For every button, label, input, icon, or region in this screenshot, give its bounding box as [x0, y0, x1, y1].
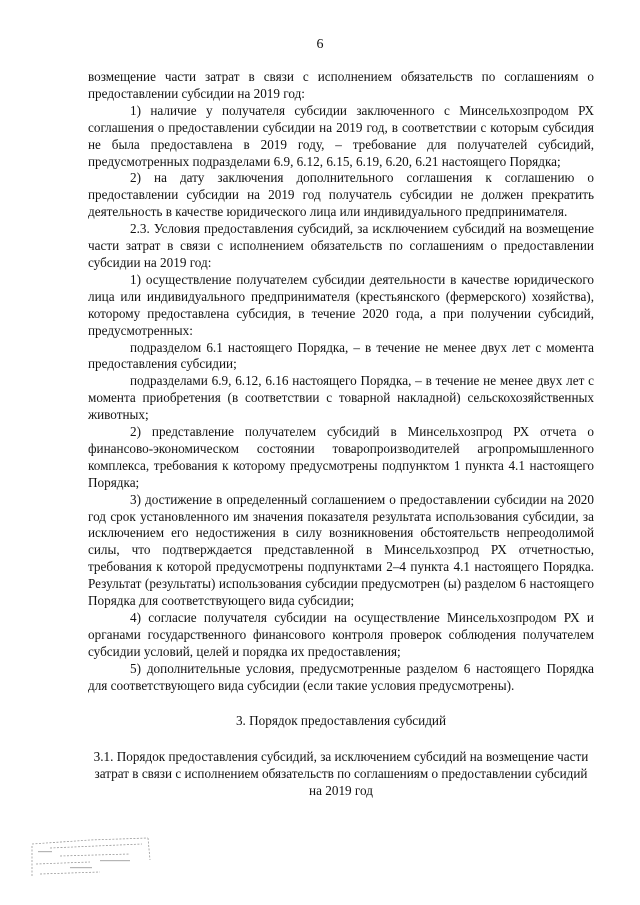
- paragraph: 2) представление получателем субсидий в Минсельхозпрод РХ отчета о финансово-экономическом состоянии товаропроизводителей агропромышленного комплекса, требования к которому предусмотрены подпунктом 1 пункта 4.1 настоящего Порядка;: [88, 424, 594, 490]
- registration-stamp: [30, 832, 170, 882]
- subsection-title: 3.1. Порядок предоставления субсидий, за исключением субсидий на возмещение части затрат в связи с исполнением обязательств по соглашениям о предоставлении субсидий на 2019 год: [93, 749, 589, 799]
- paragraph: 1) наличие у получателя субсидии заключенного с Минсельхозпродом РХ соглашения о предоставлении субсидии на 2019 год, в соответствии с которым субсидия не была предоставлена в 2019 году, – требование для получателей субсидий, предусмотренных подразделами 6.9, 6.12, 6.15, 6.19, 6.20, 6.21 настоящего Порядка;: [88, 102, 594, 169]
- page-number: 6: [316, 37, 324, 52]
- paragraph: 5) дополнительные условия, предусмотренные разделом 6 настоящего Порядка для соответствующего вида субсидии (если такие условия предусмотрены).: [88, 660, 594, 693]
- paragraph: 1) осуществление получателем субсидии деятельности в качестве юридического лица или индивидуального предпринимателя (крестьянского (фермерского) хозяйства), которому предоставлена субсидия, в течение 2020 года, а при получении субсидий, предусмотренных:: [88, 271, 594, 338]
- paragraph: подразделом 6.1 настоящего Порядка, – в течение не менее двух лет с момента предоставления субсидии;: [88, 339, 594, 372]
- section-title: 3. Порядок предоставления субсидий: [235, 712, 447, 728]
- paragraph: 3) достижение в определенный соглашением о предоставлении субсидии на 2020 год срок установленного им значения показателя результата использования субсидии, за исключением его недостижения в силу возникновения обстоятельств непреодолимой силы, что подтверждается представленной в Минсельхозпрод РХ отчетностью, требования к которой предусмотрены подпунктами 2–4 пункта 4.1 настоящего Порядка. Результат (результаты) использования субсидии предусмотрен (ы) разделом 6 настоящего Порядка для соответствующего вида субсидии;: [88, 491, 594, 609]
- paragraph: подразделами 6.9, 6.12, 6.16 настоящего Порядка, – в течение не менее двух лет с момента приобретения (в соответствии с товарной накладной) сельскохозяйственных животных;: [88, 373, 594, 423]
- document-body: [88, 69, 594, 800]
- paragraph: возмещение части затрат в связи с исполнением обязательств по соглашениям о предоставлении субсидии на 2019 год:: [88, 69, 594, 101]
- paragraph: 4) согласие получателя субсидии на осуществление Минсельхозпродом РХ и органами государственного финансового контроля проверок соблюдения получателем субсидии условий, целей и порядка их предоставления;: [88, 610, 594, 659]
- paragraph: 2) на дату заключения дополнительного соглашения к соглашению о предоставлении субсидии на 2019 год получатель субсидии не должен прекратить деятельность в качестве юридического лица или индивидуального предпринимателя.: [88, 170, 594, 220]
- paragraph: 2.3. Условия предоставления субсидий, за исключением субсидий на возмещение части затрат в связи с исполнением обязательств по соглашениям о предоставлении субсидии на 2019 год:: [88, 221, 594, 270]
